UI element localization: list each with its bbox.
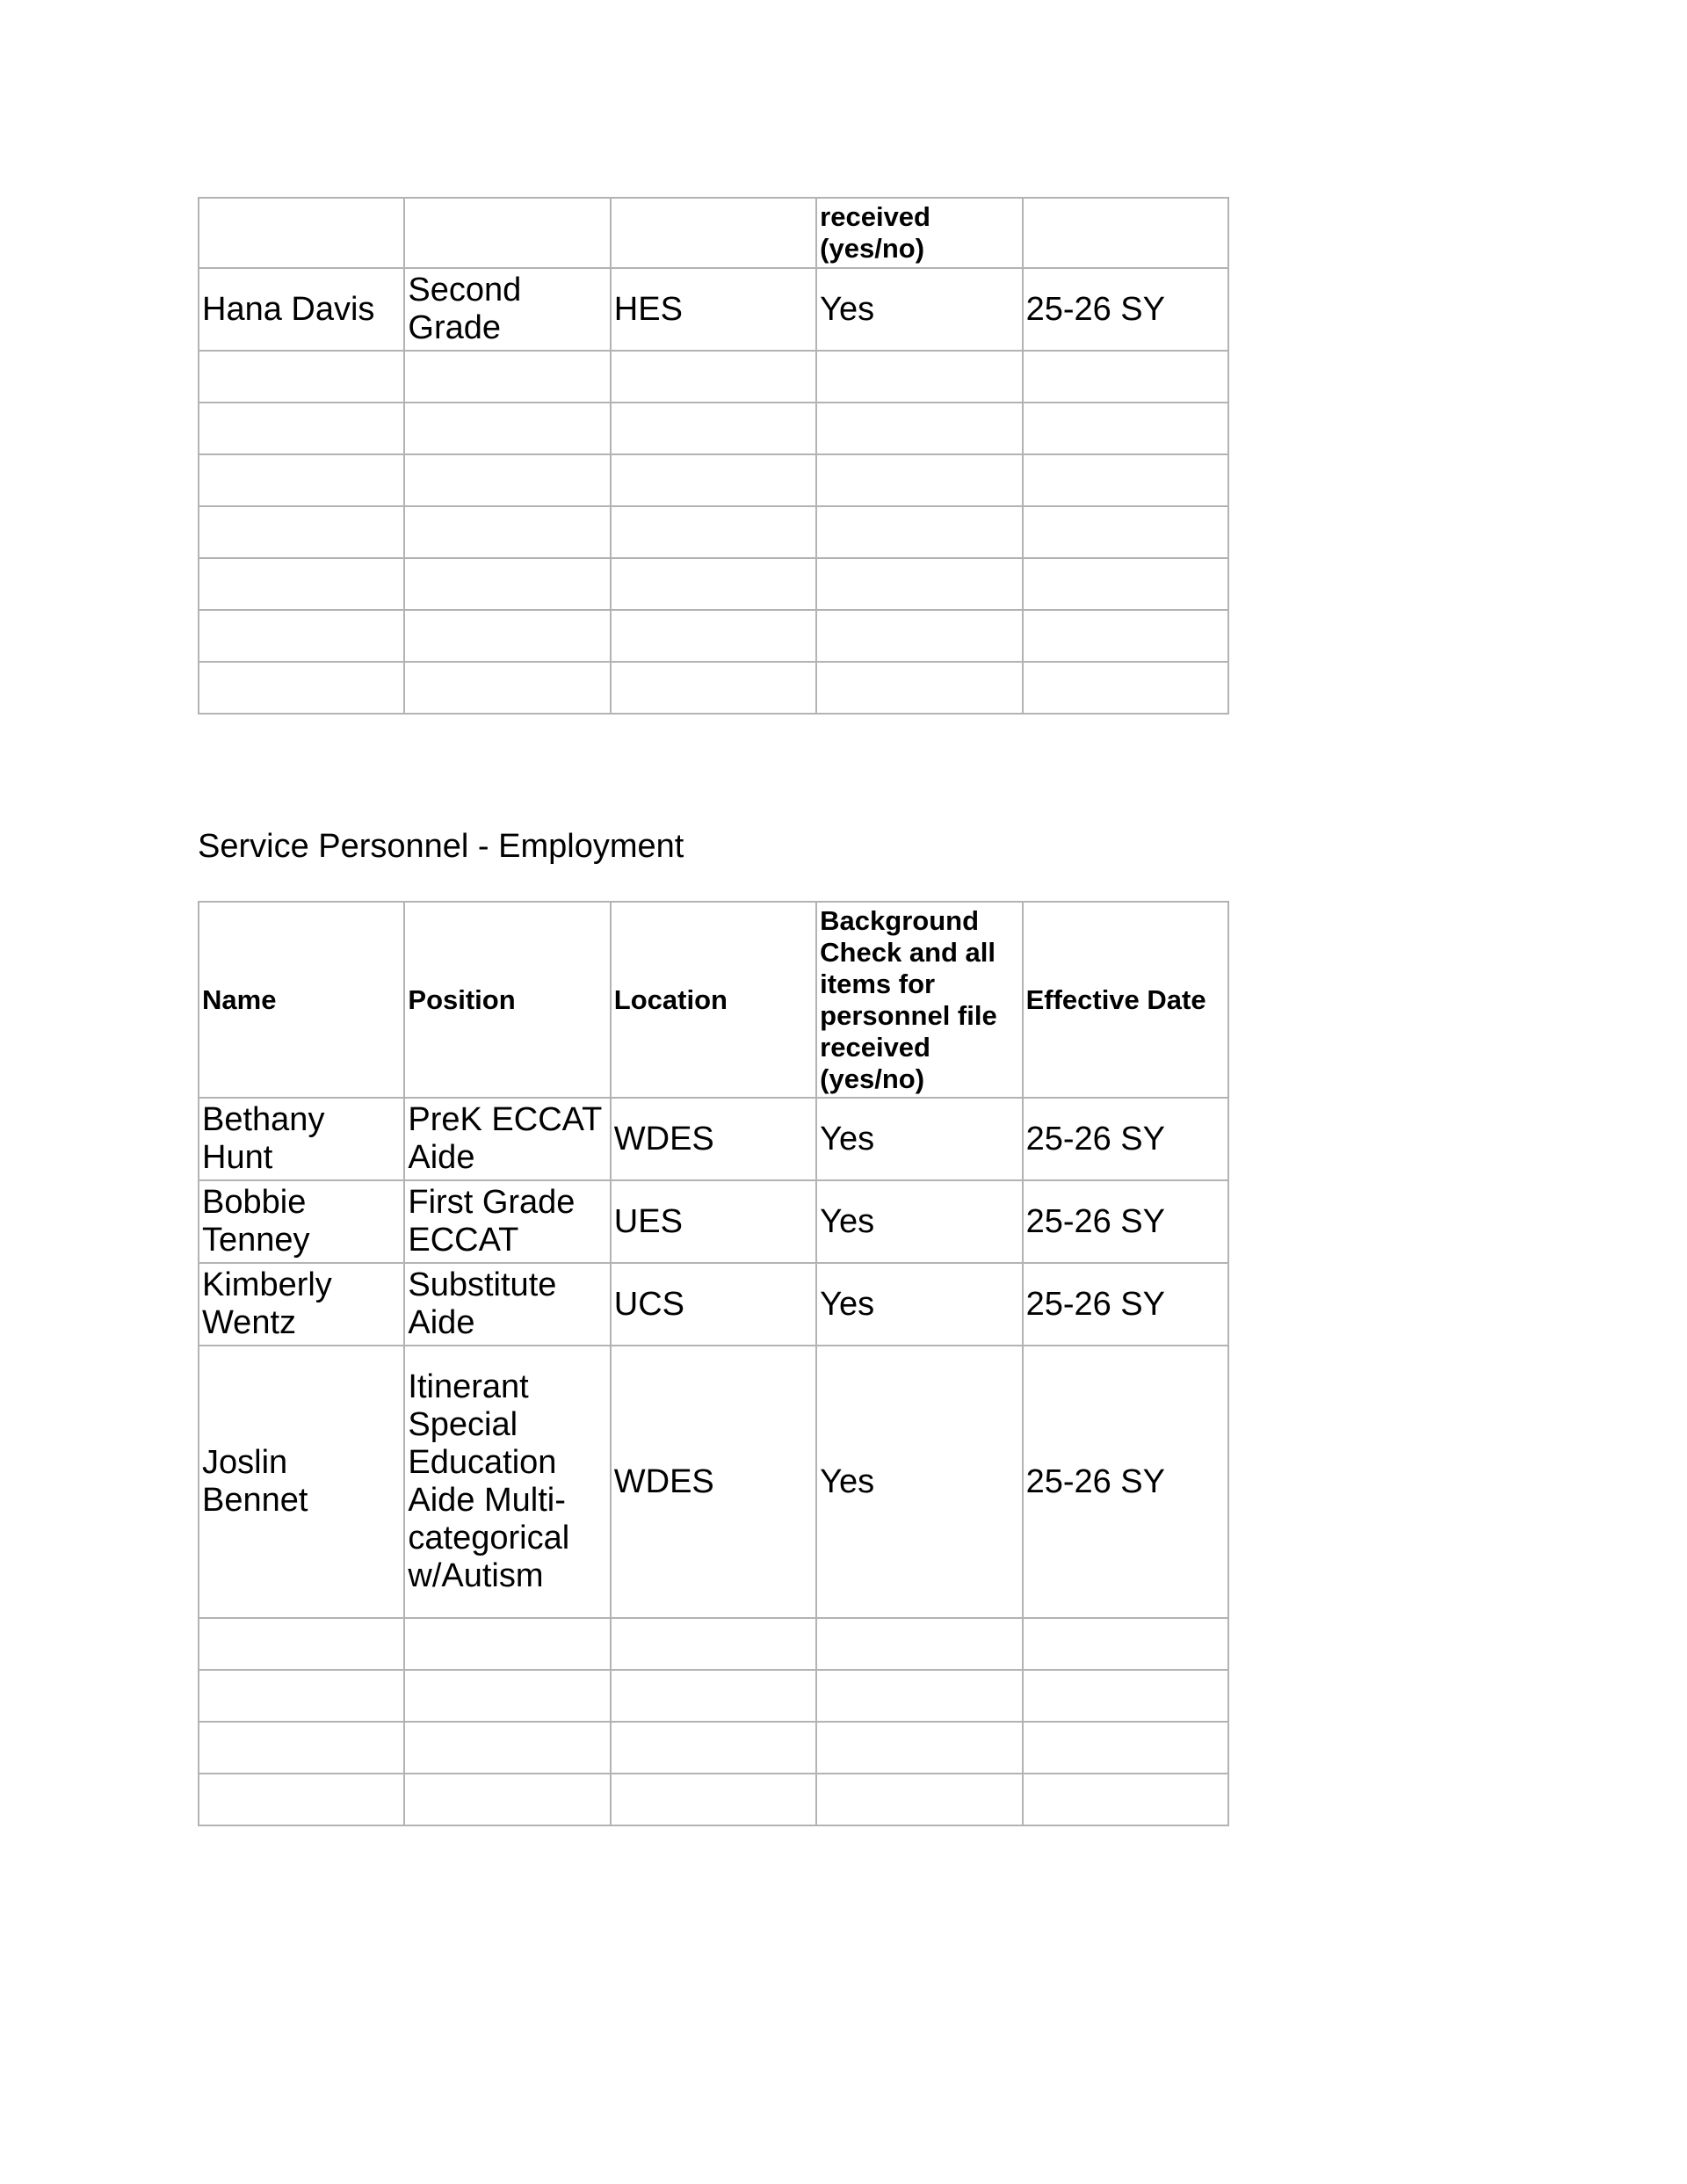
cell-name: Kimberly Wentz: [199, 1263, 404, 1346]
cell-location: UCS: [611, 1263, 816, 1346]
section-title: Service Personnel - Employment: [198, 828, 684, 865]
header-check: Background Check and all items for personnel file received (yes/no): [816, 902, 1022, 1098]
table-header-row: [199, 902, 1228, 1098]
table-row: [199, 1098, 1228, 1180]
empty-row: [199, 403, 1228, 454]
empty-row: [199, 1670, 1228, 1722]
cell-date: 25-26 SY: [1023, 1098, 1228, 1180]
cell-date: 25-26 SY: [1023, 268, 1228, 351]
table-cell: [404, 198, 610, 268]
header-position: Position: [404, 902, 610, 1098]
empty-row: [199, 454, 1228, 506]
cell-position: Second Grade: [404, 268, 610, 351]
cell-check: Yes: [816, 268, 1022, 351]
header-location: Location: [611, 902, 816, 1098]
cell-location: WDES: [611, 1346, 816, 1618]
cell-position: First Grade ECCAT: [404, 1180, 610, 1263]
cell-check: Yes: [816, 1346, 1022, 1618]
cell-location: WDES: [611, 1098, 816, 1180]
cell-date: 25-26 SY: [1023, 1263, 1228, 1346]
table-cell: [1023, 198, 1228, 268]
table-row: [199, 1346, 1228, 1618]
empty-row: [199, 1774, 1228, 1825]
header-date: Effective Date: [1023, 902, 1228, 1098]
cell-location: UES: [611, 1180, 816, 1263]
cell-date: 25-26 SY: [1023, 1180, 1228, 1263]
cell-position: Substitute Aide: [404, 1263, 610, 1346]
cell-check: Yes: [816, 1180, 1022, 1263]
table-row: [199, 1180, 1228, 1263]
empty-row: [199, 351, 1228, 403]
cell-date: 25-26 SY: [1023, 1346, 1228, 1618]
table-cell: [199, 198, 404, 268]
cell-check: Yes: [816, 1263, 1022, 1346]
cell-name: Bobbie Tenney: [199, 1180, 404, 1263]
cell-location: HES: [611, 268, 816, 351]
table-row: [199, 268, 1228, 351]
cell-check: Yes: [816, 1098, 1022, 1180]
empty-row: [199, 610, 1228, 662]
empty-row: [199, 1722, 1228, 1774]
table-header-row: [199, 198, 1228, 268]
empty-row: [199, 1618, 1228, 1670]
cell-name: Joslin Bennet: [199, 1346, 404, 1618]
cell-name: Hana Davis: [199, 268, 404, 351]
table-row: [199, 1263, 1228, 1346]
empty-row: [199, 662, 1228, 714]
cell-name: Bethany Hunt: [199, 1098, 404, 1180]
service-personnel-table: [198, 901, 1229, 1826]
table-cell: [611, 198, 816, 268]
staff-table-continued: [198, 197, 1229, 715]
cell-position: Itinerant Special Education Aide Multi-categorical w/Autism: [404, 1346, 610, 1618]
empty-row: [199, 558, 1228, 610]
cell-position: PreK ECCAT Aide: [404, 1098, 610, 1180]
header-name: Name: [199, 902, 404, 1098]
header-fragment: received (yes/no): [816, 198, 1022, 268]
empty-row: [199, 506, 1228, 558]
